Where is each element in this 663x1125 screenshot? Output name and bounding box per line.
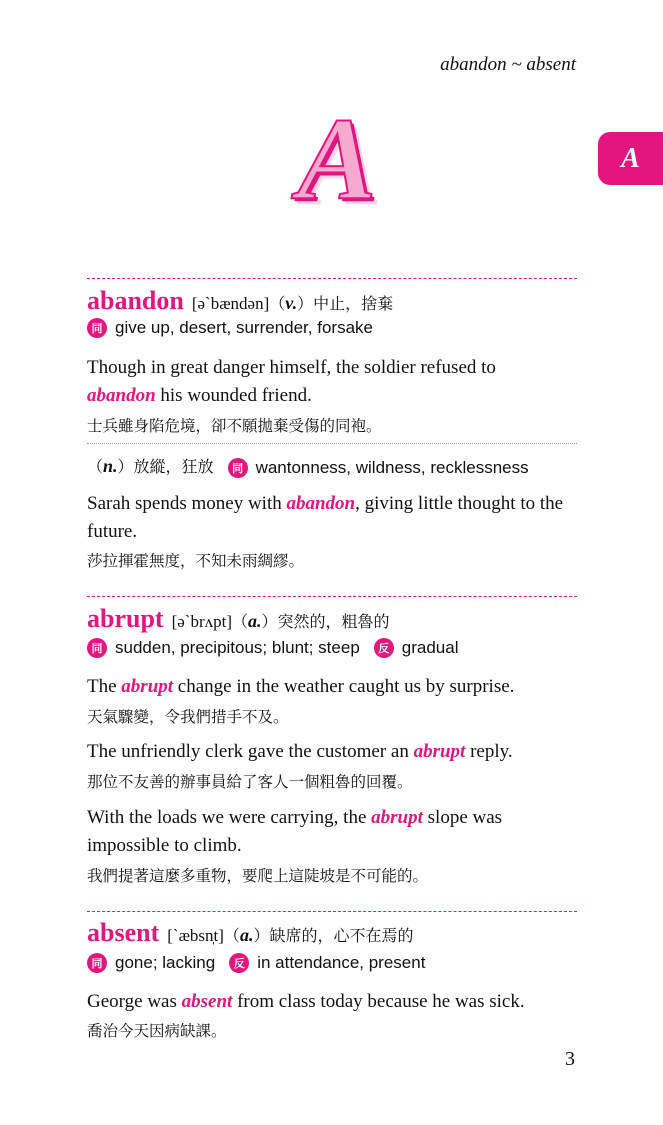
- example-sentence: The unfriendly clerk gave the customer an abrupt reply.: [87, 741, 513, 762]
- keyword: abrupt: [371, 807, 423, 828]
- page-header-range: abandon ~ absent: [440, 54, 576, 75]
- example-sentence: The abrupt change in the weather caught us by surprise.: [87, 676, 515, 697]
- part-of-speech: a.: [239, 925, 254, 945]
- synonym-badge-icon: 同: [87, 638, 107, 658]
- meaning: 放縱，狂放: [133, 457, 214, 476]
- sense-divider: [87, 443, 577, 444]
- entry-divider: [87, 911, 577, 912]
- example-translation: 莎拉揮霍無度，不知未雨綢繆。: [87, 552, 305, 570]
- antonym-badge-icon: 反: [229, 953, 249, 973]
- pronunciation: [ə`brʌpt]: [171, 612, 232, 631]
- example-sentence: George was absent from class today because he was sick.: [87, 991, 525, 1012]
- page-number: 3: [565, 1048, 575, 1070]
- synonym-line: [87, 318, 373, 338]
- section-tab-letter: A: [621, 142, 640, 174]
- pronunciation: [`æbsn̩t]: [167, 926, 224, 945]
- synonyms: wantonness, wildness, recklessness: [255, 457, 529, 477]
- sense-headline: （n.）放縱，狂放 同 wantonness, wildness, recklessness: [87, 456, 529, 477]
- example-translation: 天氣驟變，令我們措手不及。: [87, 708, 289, 726]
- antonyms: gradual: [401, 638, 459, 657]
- section-letter-logo: A: [297, 93, 377, 224]
- keyword: abandon: [286, 493, 356, 514]
- antonyms: in attendance, present: [257, 953, 426, 972]
- entry-divider: [87, 278, 577, 279]
- meaning: 缺席的，心不在焉的: [269, 926, 414, 945]
- synonym-badge-icon: 同: [228, 458, 248, 478]
- headword: abandon: [87, 286, 184, 315]
- example-sentence: With the loads we were carrying, the abrupt slope was impossible to climb.: [87, 807, 503, 856]
- example-translation: 我們提著這麼多重物，要爬上這陡坡是不可能的。: [87, 867, 429, 885]
- example-translation: 士兵雖身陷危境，卻不願拋棄受傷的同袍。: [87, 417, 382, 435]
- entry-headline: absent [`æbsn̩t]（a.）缺席的，心不在焉的: [87, 918, 414, 947]
- entry-headline: abrupt [ə`brʌpt]（a.）突然的，粗魯的: [87, 604, 390, 633]
- meaning: 中止，捨棄: [313, 294, 394, 313]
- synonyms: gone; lacking: [115, 953, 216, 972]
- entry-headline: abandon [ə`bændən]（v.）中止，捨棄: [87, 286, 394, 315]
- part-of-speech: n.: [103, 456, 118, 476]
- keyword: absent: [181, 991, 233, 1012]
- section-tab[interactable]: [598, 132, 663, 185]
- synonym-badge-icon: 同: [87, 953, 107, 973]
- keyword: abandon: [87, 385, 156, 406]
- example-translation: 那位不友善的辦事員給了客人一個粗魯的回覆。: [87, 773, 413, 791]
- meaning: 突然的，粗魯的: [277, 612, 390, 631]
- synonym-line: [87, 953, 425, 973]
- example-sentence: Sarah spends money with abandon, giving little thought to the future.: [87, 493, 564, 542]
- synonyms: give up, desert, surrender, forsake: [115, 318, 373, 337]
- keyword: abrupt: [413, 741, 466, 762]
- example-translation: 喬治今天因病缺課。: [87, 1022, 227, 1040]
- example-sentence: Though in great danger himself, the soldier refused to abandon his wounded friend.: [87, 357, 496, 406]
- headword: absent: [87, 918, 160, 947]
- keyword: abrupt: [121, 676, 174, 697]
- part-of-speech: a.: [248, 611, 262, 631]
- part-of-speech: v.: [285, 293, 298, 313]
- pronunciation: [ə`bændən]: [191, 294, 270, 313]
- entry-divider: [87, 596, 577, 597]
- synonym-line: [87, 638, 459, 658]
- synonym-badge-icon: 同: [87, 318, 107, 338]
- antonym-badge-icon: 反: [374, 638, 394, 658]
- headword: abrupt: [87, 604, 164, 633]
- synonyms: sudden, precipitous; blunt; steep: [115, 638, 360, 657]
